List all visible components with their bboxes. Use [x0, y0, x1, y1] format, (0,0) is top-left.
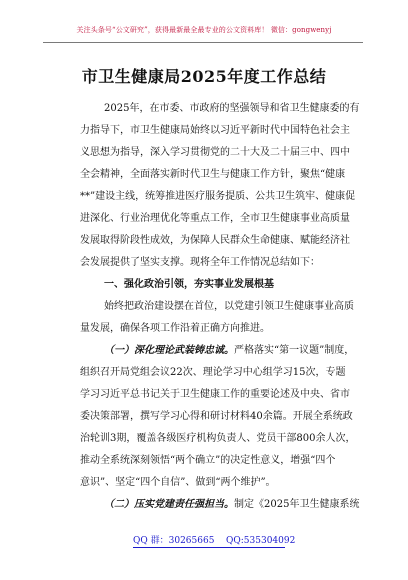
- footer-underline: [133, 547, 285, 548]
- body-paragraph-line: **”建设主线，统筹推进医疗服务提质、公共卫生筑牢、健康促: [80, 191, 356, 202]
- body-paragraph-line: 委决策部署，撰写学习心得和研讨材料40余篇。开展全系统政: [80, 411, 353, 422]
- qq-contact-link[interactable]: QQ:535304092: [226, 536, 296, 546]
- body-paragraph-line: 组织召开局党组会议22次、理论学习中心组学习15次，专题: [80, 367, 346, 378]
- body-paragraph-line: 学习习近平总书记关于卫生健康工作的重要论述及中央、省市: [80, 389, 350, 400]
- body-text: 严格落实“第一议题”制度，: [234, 345, 355, 356]
- footer-contacts: [0, 534, 408, 548]
- body-paragraph-line: 治轮训3期，覆盖各级医疗机构负责人、党员干部800余人次，: [80, 433, 356, 444]
- body-paragraph-line: 力指导下，市卫生健康局始终以习近平新时代中国特色社会主: [80, 125, 350, 136]
- body-paragraph-line: 进深化、行业治理优化等重点工作，全市卫生健康事业高质量: [80, 213, 350, 224]
- body-paragraph-line: 推动全系统深刻领悟“两个确立”的决定性意义，增强“四个: [80, 455, 336, 466]
- top-banner: 关注头条号“公文研究”，获得最新最全最专业的公文资料库！ 微信：gongwenyj: [76, 26, 332, 34]
- body-paragraph-line: 义思想为指导，深入学习贯彻党的二十大及二十届三中、四中: [80, 147, 350, 158]
- subsection-label: （一）深化理论武装铸忠诚。: [104, 345, 234, 356]
- body-paragraph-line: 会发展提供了坚实支撑。现将全年工作情况总结如下：: [80, 257, 320, 268]
- body-paragraph-line: 意识”、坚定“四个自信”、做到“两个维护”。: [80, 477, 276, 488]
- subsection-first-line: [104, 341, 355, 361]
- header-divider: [43, 42, 363, 43]
- body-paragraph-line: 全会精神，全面落实新时代卫生与健康工作方针，聚焦“健康: [80, 169, 346, 180]
- section-heading: 一、强化政治引领，夯实事业发展根基: [104, 279, 274, 290]
- subsection-label: （二）压实党建责任强担当。: [104, 499, 234, 510]
- body-text: 制定《2025年卫生健康系统: [234, 499, 360, 510]
- body-paragraph-line: 发展取得阶段性成效，为保障人民群众生命健康、赋能经济社: [80, 235, 350, 246]
- subsection-first-line: [104, 495, 360, 515]
- document-title: 市卫生健康局2025年度工作总结: [81, 67, 327, 86]
- body-paragraph-line: 2025年，在市委、市政府的坚强领导和省卫生健康委的有: [104, 103, 360, 114]
- body-paragraph-line: 量发展，确保各项工作沿着正确方向推进。: [80, 323, 270, 334]
- qq-group-link[interactable]: QQ 群：30265665: [133, 536, 215, 546]
- body-paragraph-line: 始终把政治建设摆在首位，以党建引领卫生健康事业高质: [104, 301, 354, 312]
